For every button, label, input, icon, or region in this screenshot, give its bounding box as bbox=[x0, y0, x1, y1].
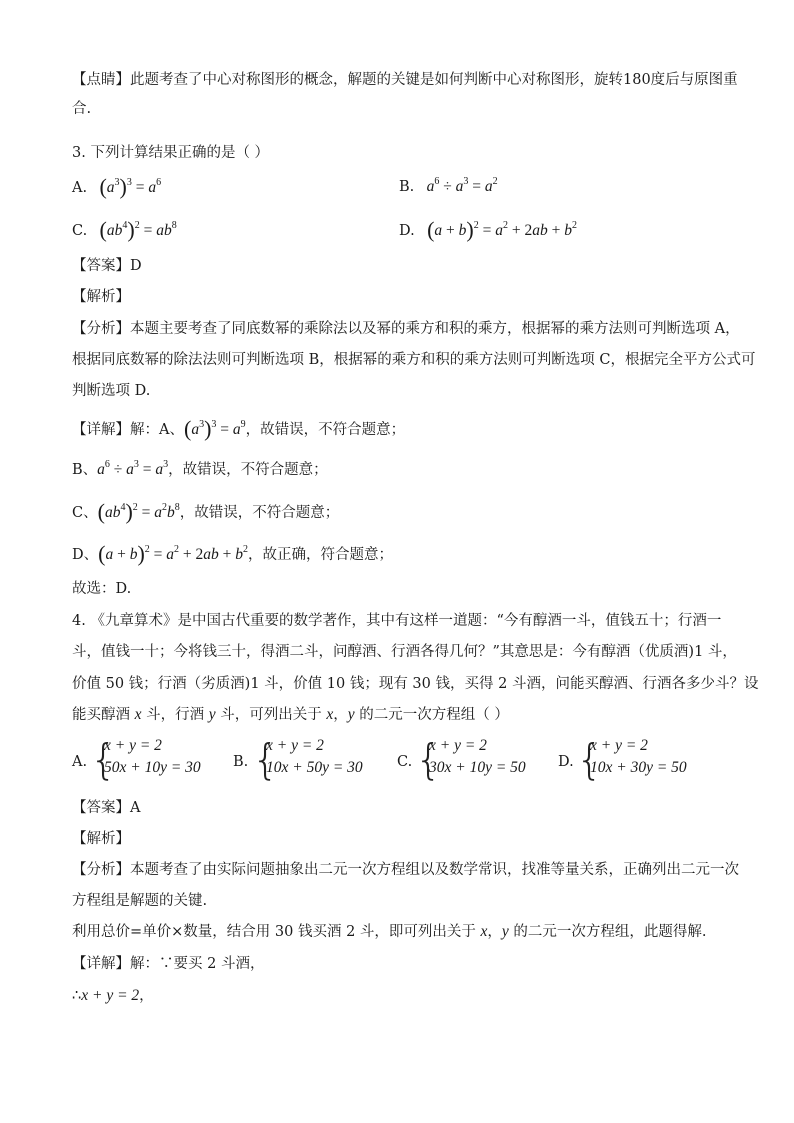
q3-xj-a-suffix: ，故错误，不符合题意； bbox=[245, 422, 406, 438]
q4-answer bbox=[72, 798, 140, 818]
q3-xj-b-expr: $a^6 \div a^3 = a^3$ bbox=[97, 459, 169, 478]
q3-fenxi-line-2: 根据同底数幂的除法法则可判断选项 B，根据幂的乘方和积的乘方法则可判断选项 C，根据完全平方公式可 bbox=[72, 352, 756, 368]
q3-xiangjie-a bbox=[72, 416, 406, 441]
q3-xj-d-suffix: ，故正确，符合题意； bbox=[248, 547, 394, 563]
q3-xiangjie-b bbox=[72, 460, 328, 480]
q4-option-d-eq1: x + y = 2 bbox=[590, 737, 648, 754]
q3-xiangjie-c bbox=[72, 499, 340, 524]
q3-option-a-expr: $(a^3)^3 = a^6$ bbox=[99, 174, 162, 199]
q4-option-d-label: D. bbox=[558, 754, 574, 770]
q4-xiangjie-line-1 bbox=[72, 954, 264, 974]
q4-fenxi-3-part-b: ， bbox=[487, 924, 502, 940]
q3-fenxi-text-1: 本题主要考查了同底数幂的乘除法以及幂的乘方和积的乘方，根据幂的乘方法则可判断选项 A， bbox=[130, 321, 740, 337]
q3-option-d bbox=[399, 217, 577, 242]
q3-xj-c-expr: $(ab^4)^2 = a^2b^8$ bbox=[97, 499, 180, 524]
q4-var-x-2: x bbox=[326, 706, 334, 723]
q3-answer-label: 【答案】 bbox=[72, 258, 130, 274]
therefore-symbol: ∴ bbox=[72, 988, 82, 1004]
q4-option-c-eq1: x + y = 2 bbox=[429, 737, 487, 754]
q3-xj-d-expr: $(a + b)^2 = a^2 + 2ab + b^2$ bbox=[98, 541, 249, 566]
q3-xiangjie-label: 【详解】 bbox=[72, 422, 130, 438]
q4-option-d-eq2: 10x + 30y = 50 bbox=[590, 759, 687, 776]
q4-jiexi-label: 【解析】 bbox=[72, 831, 130, 847]
q4-var-y-2: y bbox=[347, 706, 355, 723]
q4-option-b-eq1: x + y = 2 bbox=[266, 737, 324, 754]
q3-option-b-label: B. bbox=[399, 179, 415, 195]
q4-option-b-label: B. bbox=[233, 754, 249, 770]
q3-jiexi-label: 【解析】 bbox=[72, 289, 130, 305]
q4-option-a-label: A. bbox=[72, 754, 88, 770]
q3-stem: 3. 下列计算结果正确的是（ ） bbox=[72, 145, 270, 161]
q4-stem-line-3: 价值 50 钱；行酒（劣质酒)1 斗，价值 10 钱；现有 30 钱，买得 2 斗酒，问能买醇酒、行酒各多少斗？设 bbox=[72, 676, 759, 692]
q3-xj-b-prefix: B、 bbox=[72, 462, 98, 478]
q3-option-b-expr: $a^6 \div a^3 = a^2$ bbox=[426, 176, 498, 195]
brace-icon: { bbox=[576, 735, 603, 784]
q3-option-d-expr: $(a + b)^2 = a^2 + 2ab + b^2$ bbox=[427, 217, 577, 242]
q4-fenxi-line-2: 方程组是解题的关键. bbox=[72, 893, 208, 909]
q3-fenxi-line-3: 判断选项 D. bbox=[72, 383, 151, 399]
dianjing-line-2: 合. bbox=[72, 101, 92, 117]
q4-stem-4-part-c: 斗，可列出关于 bbox=[215, 707, 327, 723]
q4-xiangjie-suffix: ， bbox=[139, 988, 154, 1004]
dianjing-text: 此题考查了中心对称图形的概念，解题的关键是如何判断中心对称图形，旋转180度后与原图重 bbox=[130, 72, 738, 88]
q4-xiangjie-eq: x + y = 2 bbox=[81, 987, 140, 1004]
q3-xj-a-prefix: 解：A、 bbox=[130, 422, 184, 438]
q3-xj-a-expr: $(a^3)^3 = a^9$ bbox=[183, 416, 246, 441]
q3-option-d-label: D. bbox=[399, 223, 415, 239]
q3-option-a bbox=[72, 174, 162, 199]
q4-stem-4-part-a: 能买醇酒 bbox=[72, 707, 135, 723]
q4-xiangjie-line-2 bbox=[72, 986, 154, 1006]
q3-option-a-label: A. bbox=[72, 180, 88, 196]
q4-fenxi-line-1 bbox=[72, 860, 739, 880]
q4-stem-line-4 bbox=[72, 705, 509, 725]
q4-fenxi-text-1: 本题考查了由实际问题抽象出二元一次方程组以及数学常识，找准等量关系，正确列出二元一次 bbox=[130, 862, 739, 878]
q4-fenxi-line-3 bbox=[72, 922, 707, 942]
q4-stem-4-part-e: 的二元一次方程组（ ） bbox=[354, 707, 509, 723]
q4-answer-label: 【答案】 bbox=[72, 800, 130, 816]
q3-xj-b-suffix: ，故错误，不符合题意； bbox=[168, 462, 328, 478]
q3-conclusion: 故选：D. bbox=[72, 581, 132, 597]
q3-option-c-expr: $(ab^4)^2 = ab^8$ bbox=[99, 217, 177, 242]
q4-var-y: y bbox=[208, 706, 216, 723]
q4-stem-4-part-b: 斗，行酒 bbox=[141, 707, 209, 723]
q4-fenxi-var-x: x bbox=[480, 923, 488, 940]
q4-option-c-label: C. bbox=[397, 754, 413, 770]
q4-fenxi-var-y: y bbox=[501, 923, 509, 940]
q3-fenxi-line-1 bbox=[72, 319, 740, 339]
q4-option-a-eq1: x + y = 2 bbox=[104, 737, 162, 754]
q3-option-c-label: C. bbox=[72, 223, 88, 239]
q3-xj-d-prefix: D、 bbox=[72, 547, 99, 563]
q4-option-c-eq2: 30x + 10y = 50 bbox=[429, 759, 526, 776]
dianjing-line-1 bbox=[72, 70, 738, 90]
q4-option-b-eq2: 10x + 50y = 30 bbox=[266, 759, 363, 776]
brace-icon: { bbox=[90, 735, 117, 784]
q3-xj-c-suffix: ，故错误，不符合题意； bbox=[179, 505, 340, 521]
q4-stem-4-part-d: ， bbox=[333, 707, 348, 723]
q3-option-c bbox=[72, 217, 177, 242]
brace-icon: { bbox=[415, 735, 442, 784]
q3-option-b bbox=[399, 177, 498, 197]
q4-stem-line-1: 4. 《九章算术》是中国古代重要的数学著作，其中有这样一道题：“今有醇酒一斗，值钱五十；行酒一 bbox=[72, 613, 722, 629]
q4-answer-value: A bbox=[130, 800, 141, 816]
q4-fenxi-3-part-a: 利用总价=单价×数量，结合用 30 钱买酒 2 斗，即可列出关于 bbox=[72, 924, 481, 940]
q3-answer-value: D bbox=[130, 258, 142, 274]
q4-option-a-eq2: 50x + 10y = 30 bbox=[104, 759, 201, 776]
q4-xiangjie-label: 【详解】 bbox=[72, 956, 130, 972]
q4-var-x: x bbox=[134, 706, 142, 723]
q3-answer bbox=[72, 256, 142, 276]
dianjing-label: 【点睛】 bbox=[72, 72, 130, 88]
q3-fenxi-label: 【分析】 bbox=[72, 321, 130, 337]
q3-xj-c-prefix: C、 bbox=[72, 505, 98, 521]
q4-fenxi-label: 【分析】 bbox=[72, 862, 130, 878]
q4-xiangjie-text-1: 解：∵要买 2 斗酒， bbox=[130, 956, 265, 972]
q4-fenxi-3-part-c: 的二元一次方程组，此题得解. bbox=[508, 924, 707, 940]
q3-xiangjie-d bbox=[72, 541, 394, 566]
brace-icon: { bbox=[252, 735, 279, 784]
q4-stem-line-2: 斗，值钱一十；今将钱三十，得酒二斗，问醇酒、行酒各得几何？”其意思是：今有醇酒（优质酒)1 斗， bbox=[72, 644, 737, 660]
